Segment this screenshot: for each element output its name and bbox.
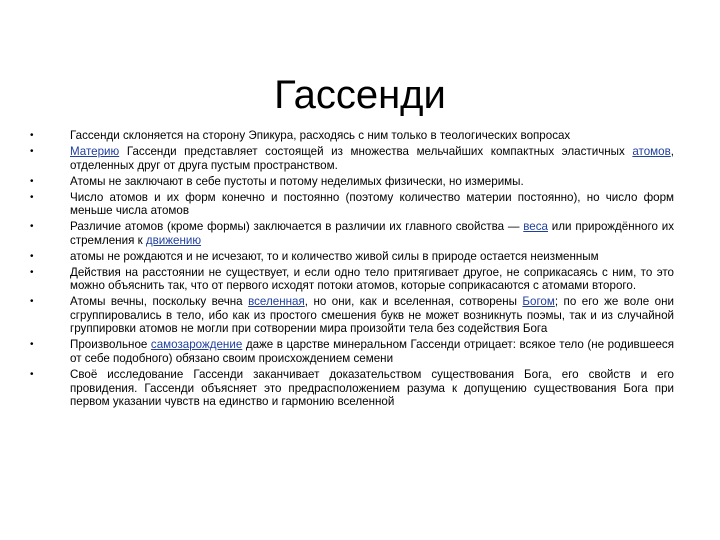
bullet-text: Действия на расстоянии не существует, и если одно тело притягивает другое, не соприкасаясь с ним, то это можно объяснить так, что от первого исходят потоки атомов, которые соприкасаются с атомами второго. bbox=[70, 265, 674, 293]
term-link[interactable]: вселенная bbox=[248, 295, 305, 309]
bullet-dot-icon: • bbox=[30, 221, 34, 233]
bullet-item bbox=[30, 368, 674, 409]
bullet-text: Атомы вечны, поскольку вечна bbox=[70, 295, 249, 309]
bullet-text: , отделенных друг от друга пустым пространством. bbox=[70, 144, 674, 172]
slide-title: Гассенди bbox=[274, 72, 446, 117]
bullet-dot-icon: • bbox=[30, 191, 34, 203]
bullet-item bbox=[30, 338, 674, 366]
bullet-dot-icon: • bbox=[30, 145, 34, 157]
bullet-item bbox=[30, 144, 674, 172]
bullet-text: атомы не рождаются и не исчезают, то и количество живой силы в природе остается неизменным bbox=[70, 249, 599, 263]
term-link[interactable]: Материю bbox=[70, 144, 120, 158]
bullet-item bbox=[30, 265, 674, 293]
bullet-text: Число атомов и их форм конечно и постоянно (поэтому количество материи постоянно), но число форм меньше числа атомов bbox=[70, 190, 674, 218]
bullet-text: Произвольное bbox=[70, 338, 151, 352]
bullet-dot-icon: • bbox=[30, 130, 34, 141]
bullet-text: ; по его же воле они сгруппировались в тело, ибо как из простого смешения букв не может возникнуть поэмы, так и из случайной группировки атомов не могли при сотворении мира произойти тела без содействия Бога bbox=[70, 295, 675, 336]
bullet-item bbox=[30, 220, 675, 247]
bullet-dot-icon: • bbox=[30, 250, 34, 262]
bullet-item bbox=[30, 190, 674, 218]
bullet-text: Атомы не заключают в себе пустоты и потому неделимых физически, но измеримы. bbox=[70, 174, 524, 188]
bullet-text: или прирождённого их стремления к bbox=[70, 220, 675, 247]
bullet-item bbox=[30, 129, 674, 143]
bullet-dot-icon: • bbox=[30, 266, 34, 278]
bullet-dot-icon: • bbox=[30, 296, 34, 308]
term-link[interactable]: движению bbox=[145, 233, 202, 247]
bullet-text: Гассенди представляет состоящей из множества мельчайших компактных эластичных bbox=[119, 144, 633, 158]
bullet-item bbox=[30, 295, 675, 336]
bullet-text: Своё исследование Гассенди заканчивает доказательством существования Бога, его свойств и его провидения. Гассенди объясняет это предрасположением разума к допущению существования Бога при первом указании чувств на единство и гармонию вселенной bbox=[70, 368, 674, 409]
bullet-text: Различие атомов (кроме формы) заключается в различии их главного свойства — bbox=[70, 220, 524, 234]
bullet-text: даже в царстве минеральном Гассенди отрицает: всякое тело (не родившееся от себе подобного) обязано своим происхождением семени bbox=[70, 338, 674, 366]
term-link[interactable]: веса bbox=[523, 220, 548, 234]
term-link[interactable]: самозарождение bbox=[150, 338, 243, 352]
bullet-dot-icon: • bbox=[30, 369, 34, 381]
bullet-text: Гассенди склоняется на сторону Эпикура, расходясь с ним только в теологических вопросах bbox=[70, 129, 571, 142]
bullet-text: , но они, как и вселенная, сотворены bbox=[304, 295, 523, 309]
bullet-dot-icon: • bbox=[30, 339, 34, 351]
term-link[interactable]: Богом bbox=[522, 295, 555, 309]
bullet-dot-icon: • bbox=[30, 175, 34, 187]
bullet-item bbox=[30, 174, 674, 189]
bullet-item bbox=[30, 249, 674, 264]
bullet-list bbox=[30, 129, 675, 411]
term-link[interactable]: атомов bbox=[632, 144, 671, 158]
